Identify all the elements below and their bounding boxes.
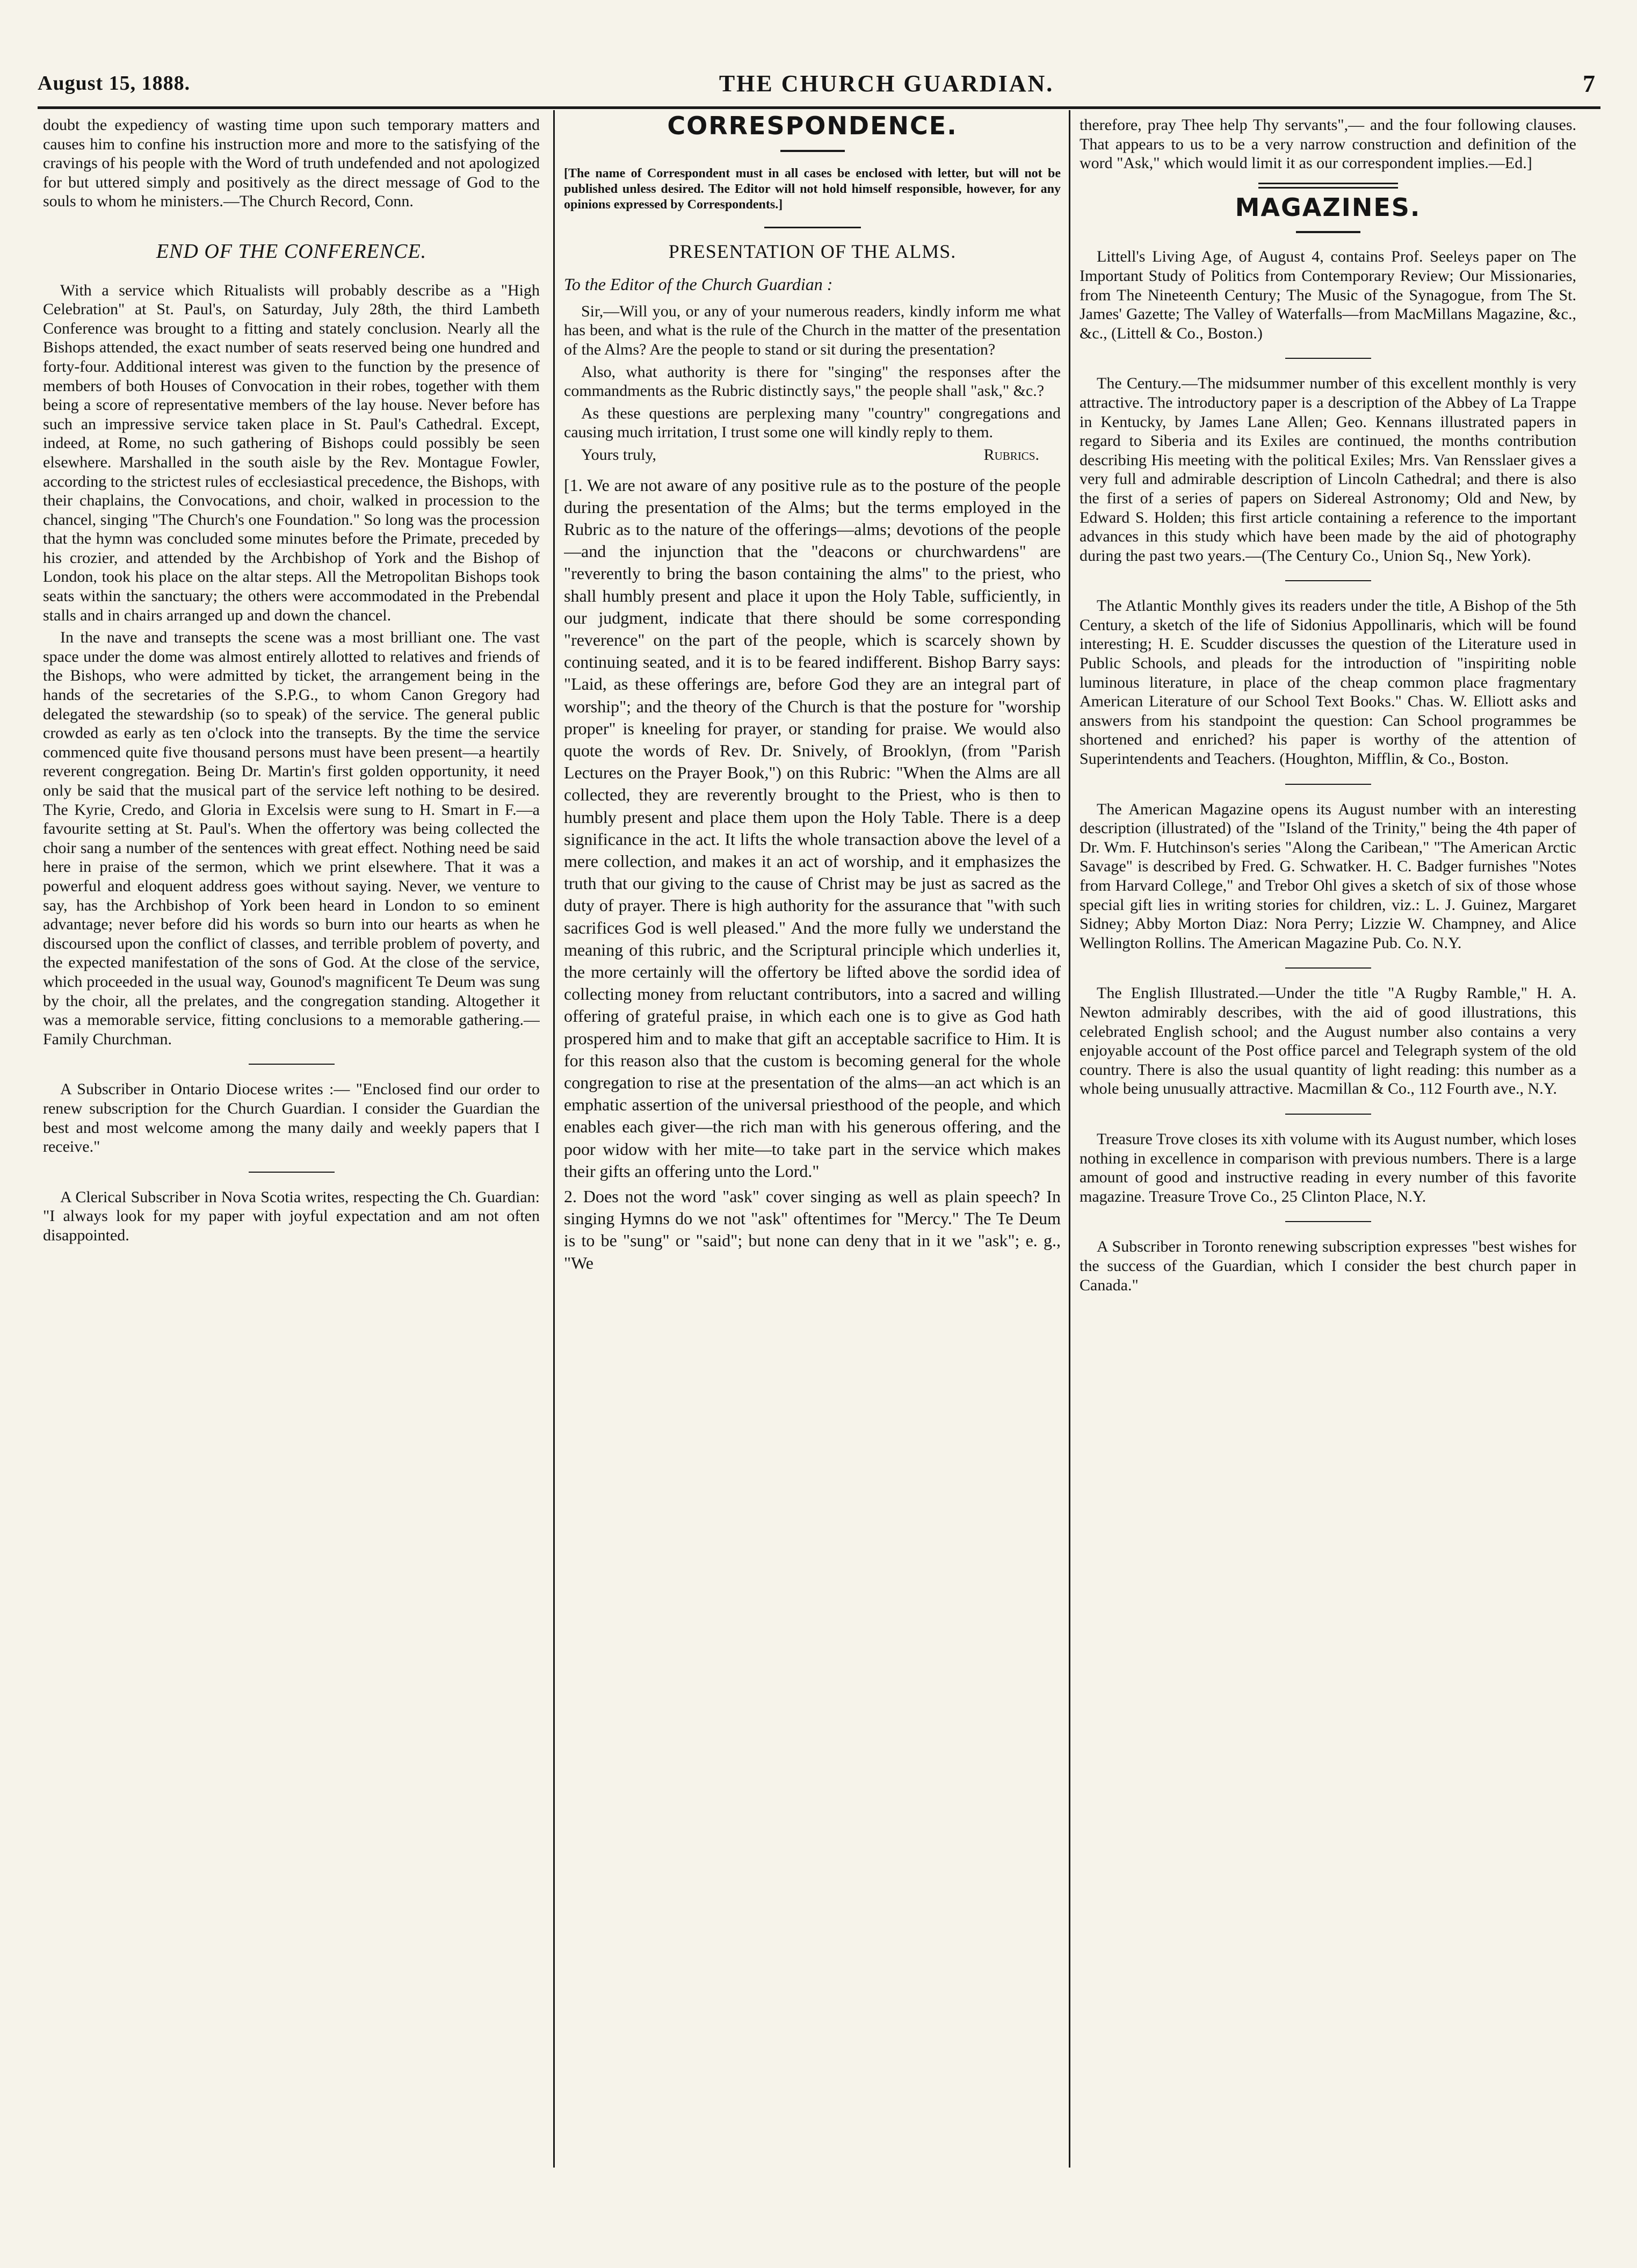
column-right xyxy=(1080,115,1576,2157)
divider xyxy=(249,1064,335,1065)
signature-name: Rubrics. xyxy=(983,445,1039,464)
column-middle xyxy=(564,115,1061,2157)
letter-address: To the Editor of the Church Guardian : xyxy=(564,275,833,294)
correspondence-notice: [The name of Correspondent must in all cases be enclosed with letter, but will not be published unless desired. The Editor will not hold himself responsible, however, for any opinions expressed by Correspondents.] xyxy=(564,166,1061,212)
divider xyxy=(1285,1114,1371,1115)
double-rule xyxy=(1258,183,1398,189)
review-the-century: The Century.—The midsummer number of this excellent monthly is very attractive. The introductory paper is a description of the Abbey of La Trappe in Kentucky, by James Lane Allen; Geo. Kennans illustrated papers in regard to Siberia and its Exiles are continued, the months contribution describing His meeting with the political Exiles; Mrs. Van Rensslaer gives a very full and admirable description of Lincoln Cathedral; and there is also the first of a series of papers on Sidereal Astronomy; Old and New, by Edward S. Holden; this first article containing a reference to the important advances in this study which have been made by the aid of photography during the past two years.—(The Century Co., Union Sq., New York). xyxy=(1080,374,1576,565)
divider xyxy=(1285,580,1371,581)
letter-paragraph-2: Also, what authority is there for "singing" the responses after the commandments as the Rubric distinctly says," the people shall "ask," &c.? xyxy=(564,363,1061,400)
review-english-illustrated: The English Illustrated.—Under the title "A Rugby Ramble," H. A. Newton admirably describes, with the aid of good illustrations, this celebrated English school; and the August number also contains a very enjoyable account of the Post office parcel and Telegraph system of the old country. There is also the usual quantity of light reading: this number as a whole being unusually attractive. Macmillan & Co., 112 Fourth ave., N.Y. xyxy=(1080,984,1576,1098)
editorial-continuation: therefore, pray Thee help Thy servants",— and the four following clauses. That appears to us to be a very narrow construction and definition of the word "Ask," which would limit it as our correspondent implies.—Ed.] xyxy=(1080,116,1576,172)
heading-rule xyxy=(1296,231,1360,233)
correspondence-heading: CORRESPONDENCE. xyxy=(667,115,958,140)
signature-closing: Yours truly, xyxy=(581,445,657,464)
review-atlantic-monthly: The Atlantic Monthly gives its readers under the title, A Bishop of the 5th Century, a sketch of the life of Sidonius Appollinaris, which will be found interesting; H. E. Scudder discusses the question of the Literature used in Public Schools, and pleads for the introduction of "inspiriting noble luminous literature, in place of the cheap common place fragmentary American Literature of our School Text Books." Chas. W. Elliott asks and answers from his standpoint the question: Can School programmes be shortened and enriched? his paper is worthy of the attention of Superintendents and Teachers. (Houghton, Mifflin, & Co., Boston. xyxy=(1080,597,1576,768)
review-littells-living-age: Littell's Living Age, of August 4, contains Prof. Seeleys paper on The Important Study of Politics from Contemporary Review; Our Missionaries, from The Nineteenth Century; The Music of the Synagogue, from The St. James' Gazette; The Valley of Waterfalls—from MacMillans Magazine, &c., &c., (Littell & Co., Boston.) xyxy=(1080,248,1576,342)
subscriber-note-toronto: A Subscriber in Toronto renewing subscription expresses "best wishes for the success of the Guardian, which I consider the best church paper in Canada." xyxy=(1080,1238,1576,1294)
subscriber-note-ontario: A Subscriber in Ontario Diocese writes :— "Enclosed find our order to renew subscription for the Church Guardian. I consider the Guardian the best and most welcome among the many daily and weekly papers that I receive." xyxy=(43,1080,540,1156)
divider xyxy=(249,1172,335,1173)
letter-paragraph-3: As these questions are perplexing many "country" congregations and causing much irritation, I trust some one will kindly reply to them. xyxy=(564,404,1061,442)
magazines-heading: MAGAZINES. xyxy=(1235,192,1421,222)
letter-title: PRESENTATION OF THE ALMS. xyxy=(668,240,957,262)
page-number: 7 xyxy=(1582,69,1595,97)
column-left xyxy=(43,115,540,2157)
divider xyxy=(1285,967,1371,969)
heading-rule xyxy=(780,150,845,152)
divider xyxy=(764,227,861,228)
conference-paragraph-2: In the nave and transepts the scene was a most brilliant one. The vast space under the dome was almost entirely allotted to relatives and friends of the Bishops, who were admitted by ticket, the arrangement being in the hands of the secretaries of the S.P.G., to whom Canon Gregory had delegated the stewardship (so to speak) of the service. The general public crowded as early as ten o'clock into the transepts. By the time the service commenced quite five thousand persons must have been present—a heartily reverent congregation. Being Dr. Martin's first golden opportunity, it need only be said that the musical part of the service left nothing to be desired. The Kyrie, Credo, and Gloria in Excelsis were sung to H. Smart in F.—a favourite setting at St. Paul's. When the offertory was being collected the choir sang a number of the sentences with great effect. Nothing need be said here in praise of the sermon, which we print elsewhere. That it was a powerful and eloquent address goes without saying. Never, we venture to say, has the Archbishop of York been heard in London to so eminent advantage; never before did his words so burn into our hearts as when he discoursed upon the conflict of classes, and terrible problem of poverty, and the expected manifestation of the sons of God. At the close of the service, which proceeded in the usual way, Gounod's magnificent Te Deum was sung by the choir, all the prelates, and the congregation standing. Altogether it was a memorable service, fitting conclusions to a memorable gathering.—Family Churchman. xyxy=(43,629,540,1048)
review-american-magazine: The American Magazine opens its August number with an interesting description (illustrated) of the "Island of the Trinity," being the 4th paper of Dr. Wm. F. Hutchinson's series "Along the Caribean," "The American Arctic Savage" is described by Fred. G. Schwatker. H. C. Badger furnishes "Notes from Harvard College," and Trebor Ohl gives a sketch of six of those whose special gift lies in writing stories for children, viz.: L. J. Guinez, Margaret Sidney; Abby Morton Diaz: Nora Perry; Lizzie W. Champney, and Alice Wellington Rollins. The American Magazine Pub. Co. N.Y. xyxy=(1080,800,1576,952)
issue-date: August 15, 1888. xyxy=(38,72,191,95)
subscriber-note-nova-scotia: A Clerical Subscriber in Nova Scotia writes, respecting the Ch. Guardian: "I always look for my paper with joyful expectation and am not often disappointed. xyxy=(43,1188,540,1244)
conference-paragraph-1: With a service which Ritualists will probably describe as a "High Celebration" at St. Paul's, on Saturday, July 28th, the third Lambeth Conference was brought to a fitting and stately conclusion. Nearly all the Bishops attended, the exact number of seats reserved being one hundred and forty-four. Additional interest was given to the function by the presence of members of both Houses of Convocation in their robes, together with them being a score of representative members of the lay house. Never before has such an impressive service taken place in St. Paul's Cathedral. Except, indeed, at Rome, no such gathering of Bishops could possibly be seen elsewhere. Marshalled in the south aisle by the Rev. Montague Fowler, according to the strictest rules of ecclesiastical precedence, the Bishops, with their chaplains, the Convocations, and choir, walked in procession to the chancel, singing "The Church's one Foundation." So long was the procession that the hymn was concluded some minutes before the Primate, preceded by his crozier, and attended by the Archbishop of York and the Bishop of London, took his place on the altar steps. All the Metropolitan Bishops took seats within the sanctuary; the others were accommodated in the Prebendal stalls and in chairs arranged up and down the chancel. xyxy=(43,281,540,624)
editorial-reply xyxy=(564,474,1061,1274)
column-divider-left xyxy=(553,110,555,2168)
section-title-conference: END OF THE CONFERENCE. xyxy=(156,240,427,263)
masthead xyxy=(38,64,1595,102)
divider xyxy=(1285,358,1371,359)
divider xyxy=(1285,1221,1371,1222)
editorial-answer-1: [1. We are not aware of any positive rule as to the posture of the people during the presentation of the Alms; but the terms employed in the Rubric as to the nature of the offerings—alms; devotions of the people—and the injunction that the "deacons or churchwardens" are "reverently to bring the bason containing the alms" to the priest, who shall humbly present and place it upon the Holy Table, sufficiently, in our judgment, indicate that there should be some corresponding "reverence" on the part of the people, which is scarcely shown by continuing seated, and it is to be feared indifferent. Bishop Barry says: "Laid, as these offerings are, before God they are an integral part of worship"; and the theory of the Church is that the posture for "worship proper" is kneeling for prayer, or standing for praise. We would also quote the words of Rev. Dr. Snively, of Brooklyn, (from "Parish Lectures on the Prayer Book,") on this Rubric: "When the Alms are all collected, they are reverently brought to the Priest, who is then to humbly present and place them upon the Holy Table. There is a deep significance in the act. It lifts the whole transaction above the level of a mere collection, and makes it an act of worship, and it emphasizes the truth that our giving to the cause of Christ may be just as sacred as the duty of prayer. There is high authority for the assurance that "with such sacrifices God is well pleased." And the more fully we understand the meaning of this rubric, and the Scriptural principle which underlies it, the more certainly will the offertory be lifted above the sordid idea of collecting money from reluctant contributors, into a sacred and willing offering of grateful praise, in which each one is to give as God hath prospered him and to make that gift an acceptable sacrifice to Him. It is for this reason also that the custom is becoming general for the whole congregation to rise at the presentation of the alms—an act which is an emphatic assertion of the universal priesthood of the people, and which enables each giver—the rich man with his generous offering, and the poor widow with her mite—to take part in the service which makes their gifts an offering unto the Lord." xyxy=(564,475,1061,1181)
divider xyxy=(1285,784,1371,785)
article-end-text: doubt the expediency of wasting time upon such temporary matters and causes him to confine his instruction more and more to the satisfying of the cravings of his people with the Word of truth undefended and not apologized for but uttered simply and positively as the direct message of God to the souls to whom he ministers.—The Church Record, Conn. xyxy=(43,116,540,211)
letter-paragraph-1: Sir,—Will you, or any of your numerous readers, kindly inform me what has been, and what is the rule of the Church in the matter of the presentation of the Alms? Are the people to stand or sit during the presentation? xyxy=(564,302,1061,358)
paper-title: THE CHURCH GUARDIAN. xyxy=(719,70,1054,97)
masthead-rule xyxy=(38,106,1600,109)
editorial-answer-2: 2. Does not the word "ask" cover singing as well as plain speech? In singing Hymns do we not "ask" oftentimes for "Mercy." The Te Deum is to be "sung" or "said"; but none can deny that in it we "ask"; e. g., "We xyxy=(564,1187,1061,1273)
column-divider-right xyxy=(1069,110,1070,2168)
letter-signature xyxy=(564,445,1061,465)
review-treasure-trove: Treasure Trove closes its xith volume with its August number, which loses nothing in excellence in comparison with previous numbers. There is a large amount of good and instructive reading in every number of this favorite magazine. Treasure Trove Co., 25 Clinton Place, N.Y. xyxy=(1080,1130,1576,1205)
